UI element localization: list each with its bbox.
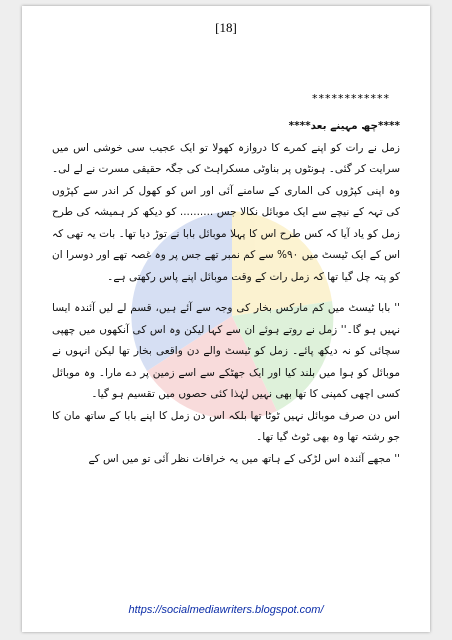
blog-link[interactable]: https://socialmediawriters.blogspot.com/ xyxy=(128,604,324,616)
paragraph: '' بابا ٹیسٹ میں کم مارکس بخار کی وجہ سے آئے ہیں، قسم لے لیں آئندہ ایسا نہیں ہو گا۔'' زمل نے روتے ہوئے ان سے کہا لیکن وہ اس کی آنکھوں میں چھپی سچائی کو نہ دیکھ پائے۔ زمل کو ٹیسٹ والے دن واقعی بخار تھا لیکن انہوں نے موبائل کو ہوا میں بلند کیا اور ایک جھٹکے سے اسے زمین پر دے مارا۔ وہ موبائل کسی اچھی کمپنی کا تھا بھی نہیں لہٰذا کئی حصوں میں تقسیم ہو گیا۔ xyxy=(52,302,400,400)
paragraph: زمل نے رات کو اپنے کمرے کا دروازہ کھولا تو ایک عجیب سی خوشی اس میں سرایت کر گئی۔ ہونٹوں پر بناوٹی مسکراہٹ کی جگہ حقیقی مسرت نے لے لی۔ وہ اپنی کپڑوں کی الماری کے سامنے آئی اور اس کو کھول کر اندر سے کپڑوں کی تہہ کے نیچے سے ایک موبائل نکالا جس .......... کو دیکھ کر ہمیشہ کی طرح زمل کو یاد آیا کہ کس طرح اس کا پہلا موبائل بابا نے توڑ دیا تھا۔ بات یہ تھی کہ اس کے ایک ٹیسٹ میں ۹۰% سے کم نمبر تھے جس پر وہ غصہ تھے اور دوسرا ان کو پتہ چل گیا تھا کہ زمل رات کے وقت موبائل اپنے پاس رکھتی ہے۔ xyxy=(52,141,400,283)
section-heading: ****چھ مہینے بعد**** xyxy=(288,120,400,132)
paragraph: اس دن صرف موبائل نہیں ٹوٹا تھا بلکہ اس دن زمل کا اپنے بابا کے ساتھ مان کا جو رشتہ تھا وہ بھی ٹوٹ گیا تھا۔ xyxy=(52,409,400,443)
paragraph: '' مجھے آئندہ اس لڑکی کے ہاتھ میں یہ خرافات نظر آئی تو میں اس کے xyxy=(88,452,400,465)
story-text xyxy=(52,116,400,470)
page-number: [18] xyxy=(215,20,237,35)
section-divider: ************ xyxy=(312,92,390,105)
document-page xyxy=(22,6,430,632)
